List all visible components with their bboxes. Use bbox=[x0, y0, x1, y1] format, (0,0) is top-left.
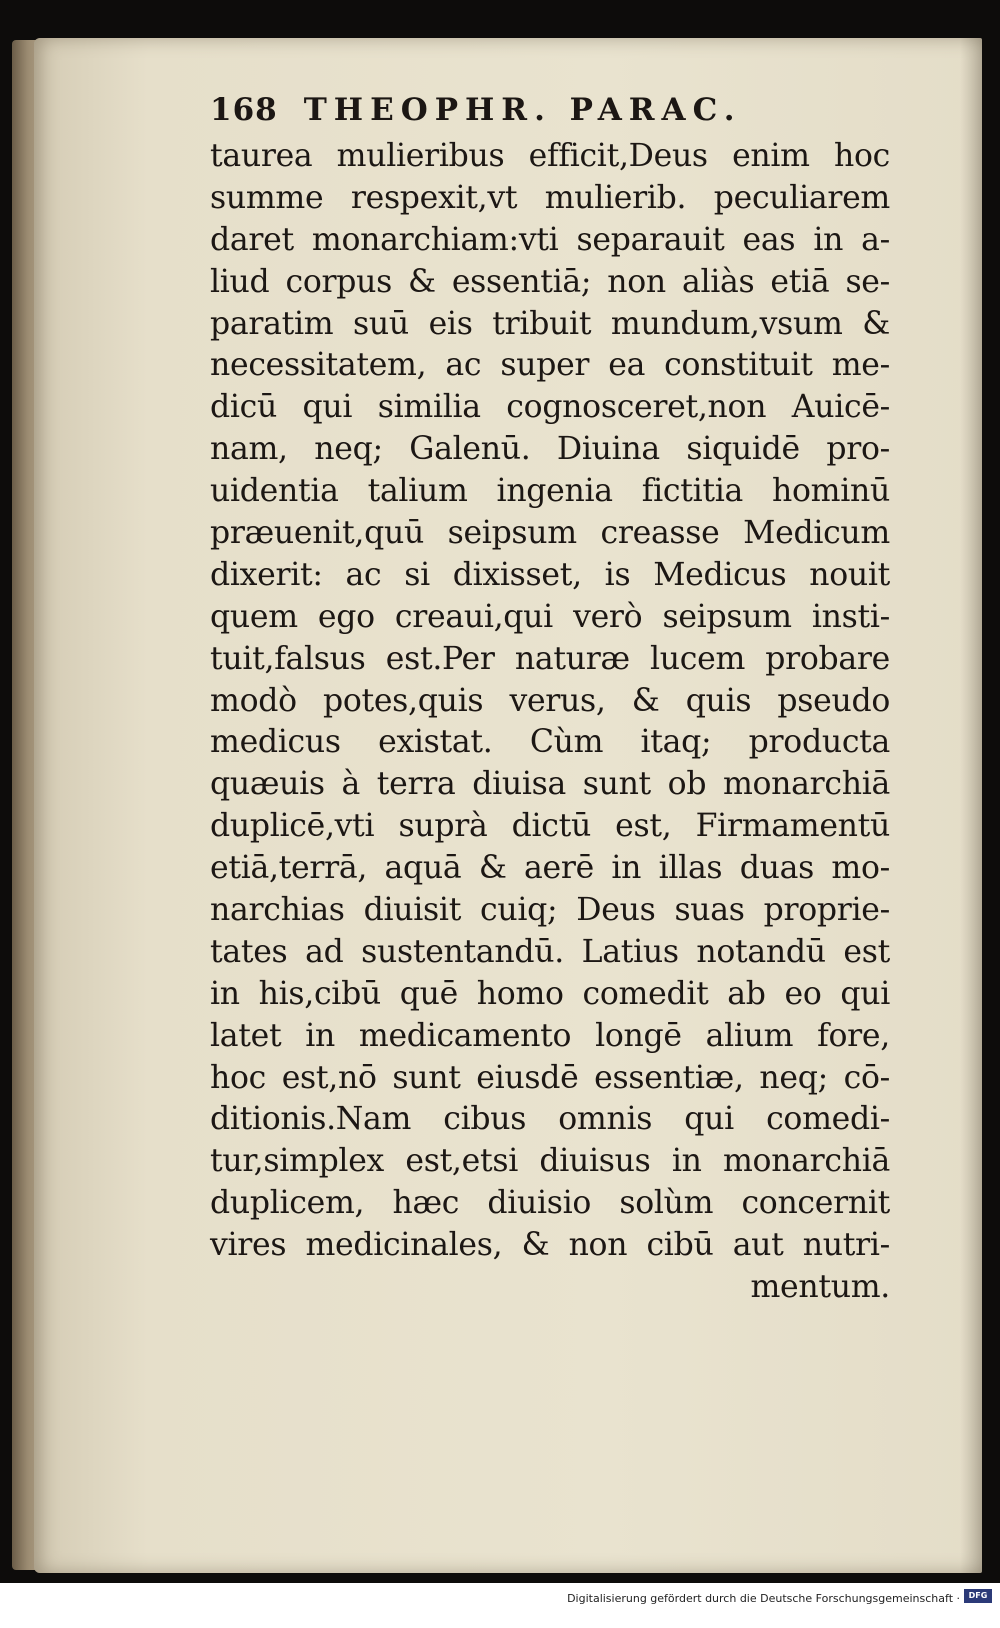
text-line: nam, neq; Galenū. Diuina siquidē pro- bbox=[210, 431, 890, 468]
text-line: duplicē,vti suprà dictū est, Firmamentū bbox=[210, 808, 890, 845]
text-line: duplicem, hæc diuisio solùm concernit bbox=[210, 1185, 890, 1222]
text-line: necessitatem, ac super ea constituit me- bbox=[210, 347, 890, 384]
page-gutter-shadow bbox=[960, 38, 982, 1573]
page-number: 168 bbox=[210, 92, 278, 128]
text-line: narchias diuisit cuiq; Deus suas proprie- bbox=[210, 892, 890, 929]
text-line: quem ego creaui,qui verò seipsum insti- bbox=[210, 598, 890, 635]
text-line: liud corpus & essentiā; non aliàs etiā se- bbox=[210, 263, 890, 300]
text-line: dixerit: ac si dixisset, is Medicus nouit bbox=[210, 556, 890, 593]
text-line: tur,simplex est,etsi diuisus in monarchiā bbox=[210, 1143, 890, 1180]
running-header bbox=[210, 92, 810, 142]
text-line: tuit,falsus est.Per naturæ lucem probare bbox=[210, 640, 890, 677]
text-line: præuenit,quū seipsum creasse Medicum bbox=[210, 515, 890, 552]
funding-note: Digitalisierung gefördert durch die Deutsche Forschungsgemeinschaft · bbox=[567, 1592, 960, 1605]
text-line: modò potes,quis verus, & quis pseudo bbox=[210, 682, 890, 719]
text-line: in his,cibū quē homo comedit ab eo qui bbox=[210, 975, 890, 1012]
text-line: summe respexit,vt mulierib. peculiarem bbox=[210, 179, 890, 216]
text-line: latet in medicamento longē alium fore, bbox=[210, 1017, 890, 1054]
text-line: mentum. bbox=[750, 1269, 890, 1306]
running-title: THEOPHR. PARAC. bbox=[303, 92, 742, 128]
footer-bar bbox=[0, 1583, 1000, 1628]
text-line: etiā,terrā, aquā & aerē in illas duas mo- bbox=[210, 850, 890, 887]
text-line: dicū qui similia cognosceret,non Auicē- bbox=[210, 389, 890, 426]
text-line: vires medicinales, & non cibū aut nutri- bbox=[210, 1227, 890, 1264]
body-text bbox=[210, 136, 890, 1309]
dfg-logo-icon: DFG bbox=[964, 1589, 992, 1603]
text-line: hoc est,nō sunt eiusdē essentiæ, neq; cō- bbox=[210, 1059, 890, 1096]
text-line: uidentia talium ingenia fictitia hominū bbox=[210, 473, 890, 510]
text-line: paratim suū eis tribuit mundum,vsum & bbox=[210, 305, 890, 342]
text-line: medicus existat. Cùm itaq; producta bbox=[210, 724, 890, 761]
text-line: daret monarchiam:vti separauit eas in a- bbox=[210, 221, 890, 258]
text-line: quæuis à terra diuisa sunt ob monarchiā bbox=[210, 766, 890, 803]
text-line: ditionis.Nam cibus omnis qui comedi- bbox=[210, 1101, 890, 1138]
text-line: taurea mulieribus efficit,Deus enim hoc bbox=[210, 138, 890, 174]
text-line: tates ad sustentandū. Latius notandū est bbox=[210, 933, 890, 970]
